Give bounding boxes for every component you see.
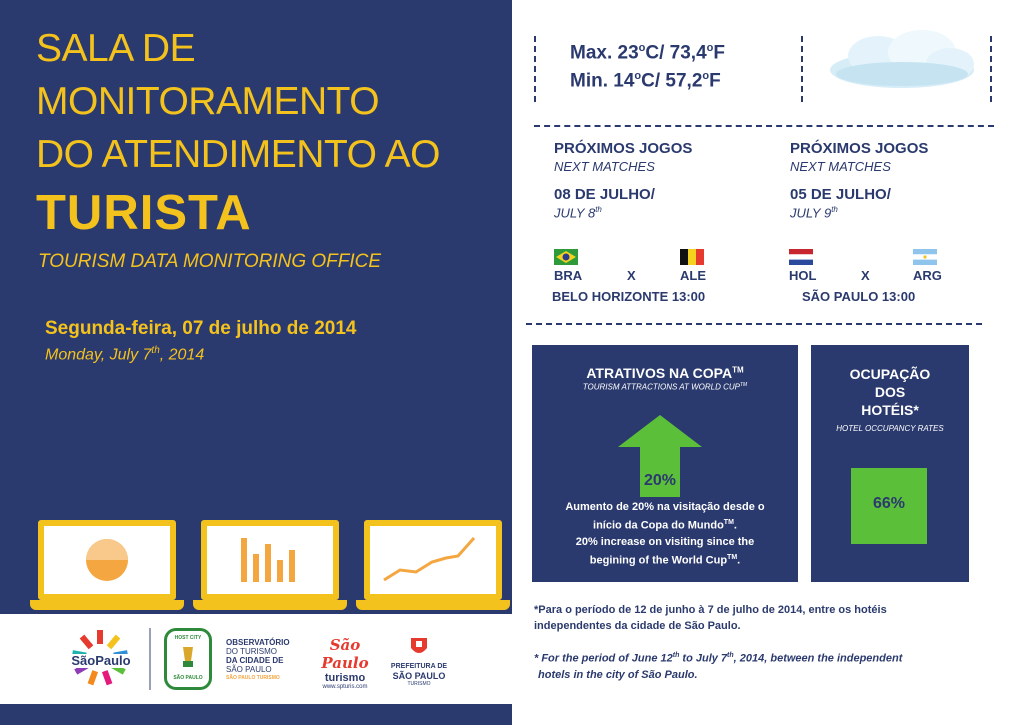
note-en-a: * For the period of June 12 [534, 652, 673, 665]
spturis-script: São Paulo [321, 636, 369, 672]
spturis-url: www.spturis.com [322, 684, 368, 690]
match2-head: PRÓXIMOS JOGOS [790, 140, 929, 157]
match1-venue: BELO HORIZONTE 13:00 [552, 289, 706, 304]
match2-date: 05 DE JULHO/ [790, 186, 891, 203]
note-pt [534, 602, 887, 634]
attractions-text-pt-1: Aumento de 20% na visitação desde o [565, 501, 765, 513]
date-en [45, 345, 204, 364]
match1-home: BRA [554, 268, 583, 283]
match1-head-en: NEXT MATCHES [554, 159, 655, 174]
pie-chart-icon [44, 526, 170, 594]
divider-matches-stats [526, 323, 982, 325]
weather-max [570, 42, 725, 64]
obs-line-2: DO TURISMO [226, 647, 277, 656]
laptop-screen [364, 520, 502, 600]
spturis-logo [310, 636, 380, 690]
weather-max-label: Max. 23 [570, 42, 639, 64]
note-en-2: hotels in the city of São Paulo. [538, 668, 698, 681]
match2-away: ARG [913, 268, 942, 283]
laptop-pie [30, 520, 184, 612]
title-turista: TURISTA [36, 186, 252, 240]
date-en-sup: th [151, 345, 160, 356]
attractions-text-en-2: begining of the World Cup [589, 554, 728, 567]
attractions-text-en-end: . [737, 554, 741, 567]
attractions-text-pt-sup: TM [723, 519, 734, 526]
occupancy-sub: HOTEL OCCUPANCY RATES [836, 424, 944, 433]
weather-max-c: C/ 73,4 [645, 42, 707, 64]
note-en-sup1: th [672, 652, 680, 659]
pref-line-3: TURISMO [407, 681, 431, 687]
attractions-title [532, 365, 798, 381]
obs-line-1: OBSERVATÓRIO [226, 638, 290, 647]
match1-away: ALE [680, 268, 706, 283]
match2-venue: SÃO PAULO 13:00 [802, 289, 916, 304]
subtitle-en: TOURISM DATA MONITORING OFFICE [38, 251, 382, 272]
pref-line-2: SÃO PAULO [392, 671, 446, 681]
occupancy-title [811, 365, 969, 419]
attractions-text-pt-2: início da Copa do Mundo [593, 519, 724, 532]
occupancy-title-1: OCUPAÇÃO [849, 366, 931, 382]
footer-strip [0, 704, 512, 725]
weather-min-f: F [709, 70, 721, 92]
attractions-title-text: ATRATIVOS NA COPA [586, 365, 733, 381]
weather-left-border [534, 36, 536, 102]
date-en-main: Monday, July 7 [45, 346, 152, 364]
obs-line-5: SÃO PAULO TURISMO [226, 675, 280, 681]
note-pt-2: independentes da cidade de São Paulo. [534, 620, 741, 632]
date-en-year: , 2014 [159, 346, 205, 364]
attractions-text-pt [532, 500, 798, 534]
weather-min [570, 70, 721, 92]
weather-min-c: C/ 57,2 [641, 70, 703, 92]
degree-sign: o [638, 42, 646, 54]
divider-weather-matches [534, 125, 994, 127]
city-crest-icon [409, 636, 429, 658]
footer-divider [149, 628, 151, 690]
note-en-sup2: th [727, 652, 734, 659]
match1-date-en-sup: th [595, 205, 602, 214]
title-line-3: DO ATENDIMENTO AO [36, 133, 440, 176]
match2-vs: X [861, 268, 870, 283]
weather-mid-border [801, 36, 803, 102]
left-panel [0, 0, 512, 614]
attractions-sub-text: TOURISM ATTRACTIONS AT WORLD CUP [582, 382, 740, 392]
title-line-1: SALA DE [36, 27, 196, 70]
host-city-bottom: SÃO PAULO [173, 675, 203, 681]
match2-date-en-sup: th [831, 205, 838, 214]
line-chart-icon [370, 526, 496, 594]
degree-sign: o [706, 42, 714, 54]
attractions-sub-sup: TM [739, 382, 748, 388]
host-city-badge [164, 628, 212, 690]
netherlands-flag-icon [789, 249, 813, 265]
note-en-b: to July 7 [679, 652, 728, 665]
weather-max-f: F [713, 42, 725, 64]
laptop-bars [193, 520, 347, 612]
degree-sign: o [702, 70, 710, 82]
laptop-screen [38, 520, 176, 600]
belgium-flag-icon [680, 249, 704, 265]
pref-line-1: PREFEITURA DE [390, 663, 448, 670]
note-en-c: , 2014, between the independent [733, 652, 903, 665]
sao-paulo-logo [60, 628, 140, 692]
match2-date-en [790, 205, 838, 220]
degree-sign: o [634, 70, 642, 82]
laptop-screen [201, 520, 339, 600]
weather-right-border [990, 36, 992, 102]
attractions-text-en [532, 535, 798, 569]
note-en [534, 648, 902, 683]
obs-line-4: SÃO PAULO [226, 665, 272, 674]
cloud-icon [826, 28, 978, 92]
obs-line-3: DA CIDADE DE [226, 656, 284, 665]
match1-date-en [554, 205, 602, 220]
argentina-flag-icon [913, 249, 937, 265]
world-cup-trophy-icon [167, 643, 209, 673]
host-city-top: HOST CITY [174, 635, 202, 641]
laptop-base [356, 600, 510, 610]
footer-logos [0, 614, 512, 704]
date-pt: Segunda-feira, 07 de julho de 2014 [45, 318, 357, 339]
match2-date-en-main: JULY 9 [790, 205, 832, 221]
note-pt-1: *Para o período de 12 de junho à 7 de julho de 2014, entre os hotéis [534, 604, 887, 616]
brazil-flag-icon [554, 249, 578, 265]
attractions-box [532, 345, 798, 582]
match2-head-en: NEXT MATCHES [790, 159, 891, 174]
laptop-base [193, 600, 347, 610]
observatorio-logo [226, 638, 306, 683]
occupancy-percent: 66% [872, 495, 906, 512]
match1-head: PRÓXIMOS JOGOS [554, 140, 693, 157]
weather-min-label: Min. 14 [570, 70, 635, 92]
attractions-title-sup: TM [732, 365, 744, 375]
attractions-text-en-sup: TM [727, 554, 738, 561]
attractions-text-pt-end: . [733, 519, 737, 532]
occupancy-title-3: HOTÉIS* [861, 402, 919, 418]
bar-chart-icon [207, 526, 333, 594]
laptop-base [30, 600, 184, 610]
occupancy-box [811, 345, 969, 582]
match1-vs: X [627, 268, 636, 283]
attractions-percent: 20% [643, 472, 677, 489]
sao-paulo-logo-text: SãoPaulo [66, 654, 136, 668]
occupancy-square [851, 468, 927, 544]
laptop-line [356, 520, 510, 612]
match1-date: 08 DE JULHO/ [554, 186, 655, 203]
attractions-text-en-1: 20% increase on visiting since the [575, 536, 755, 548]
match2-home: HOL [789, 268, 817, 283]
prefeitura-logo [388, 636, 450, 688]
match1-date-en-main: JULY 8 [554, 205, 596, 221]
occupancy-title-2: DOS [874, 384, 906, 400]
title-line-2: MONITORAMENTO [36, 80, 380, 123]
attractions-sub [532, 382, 798, 392]
spturis-word: turismo [324, 672, 366, 684]
